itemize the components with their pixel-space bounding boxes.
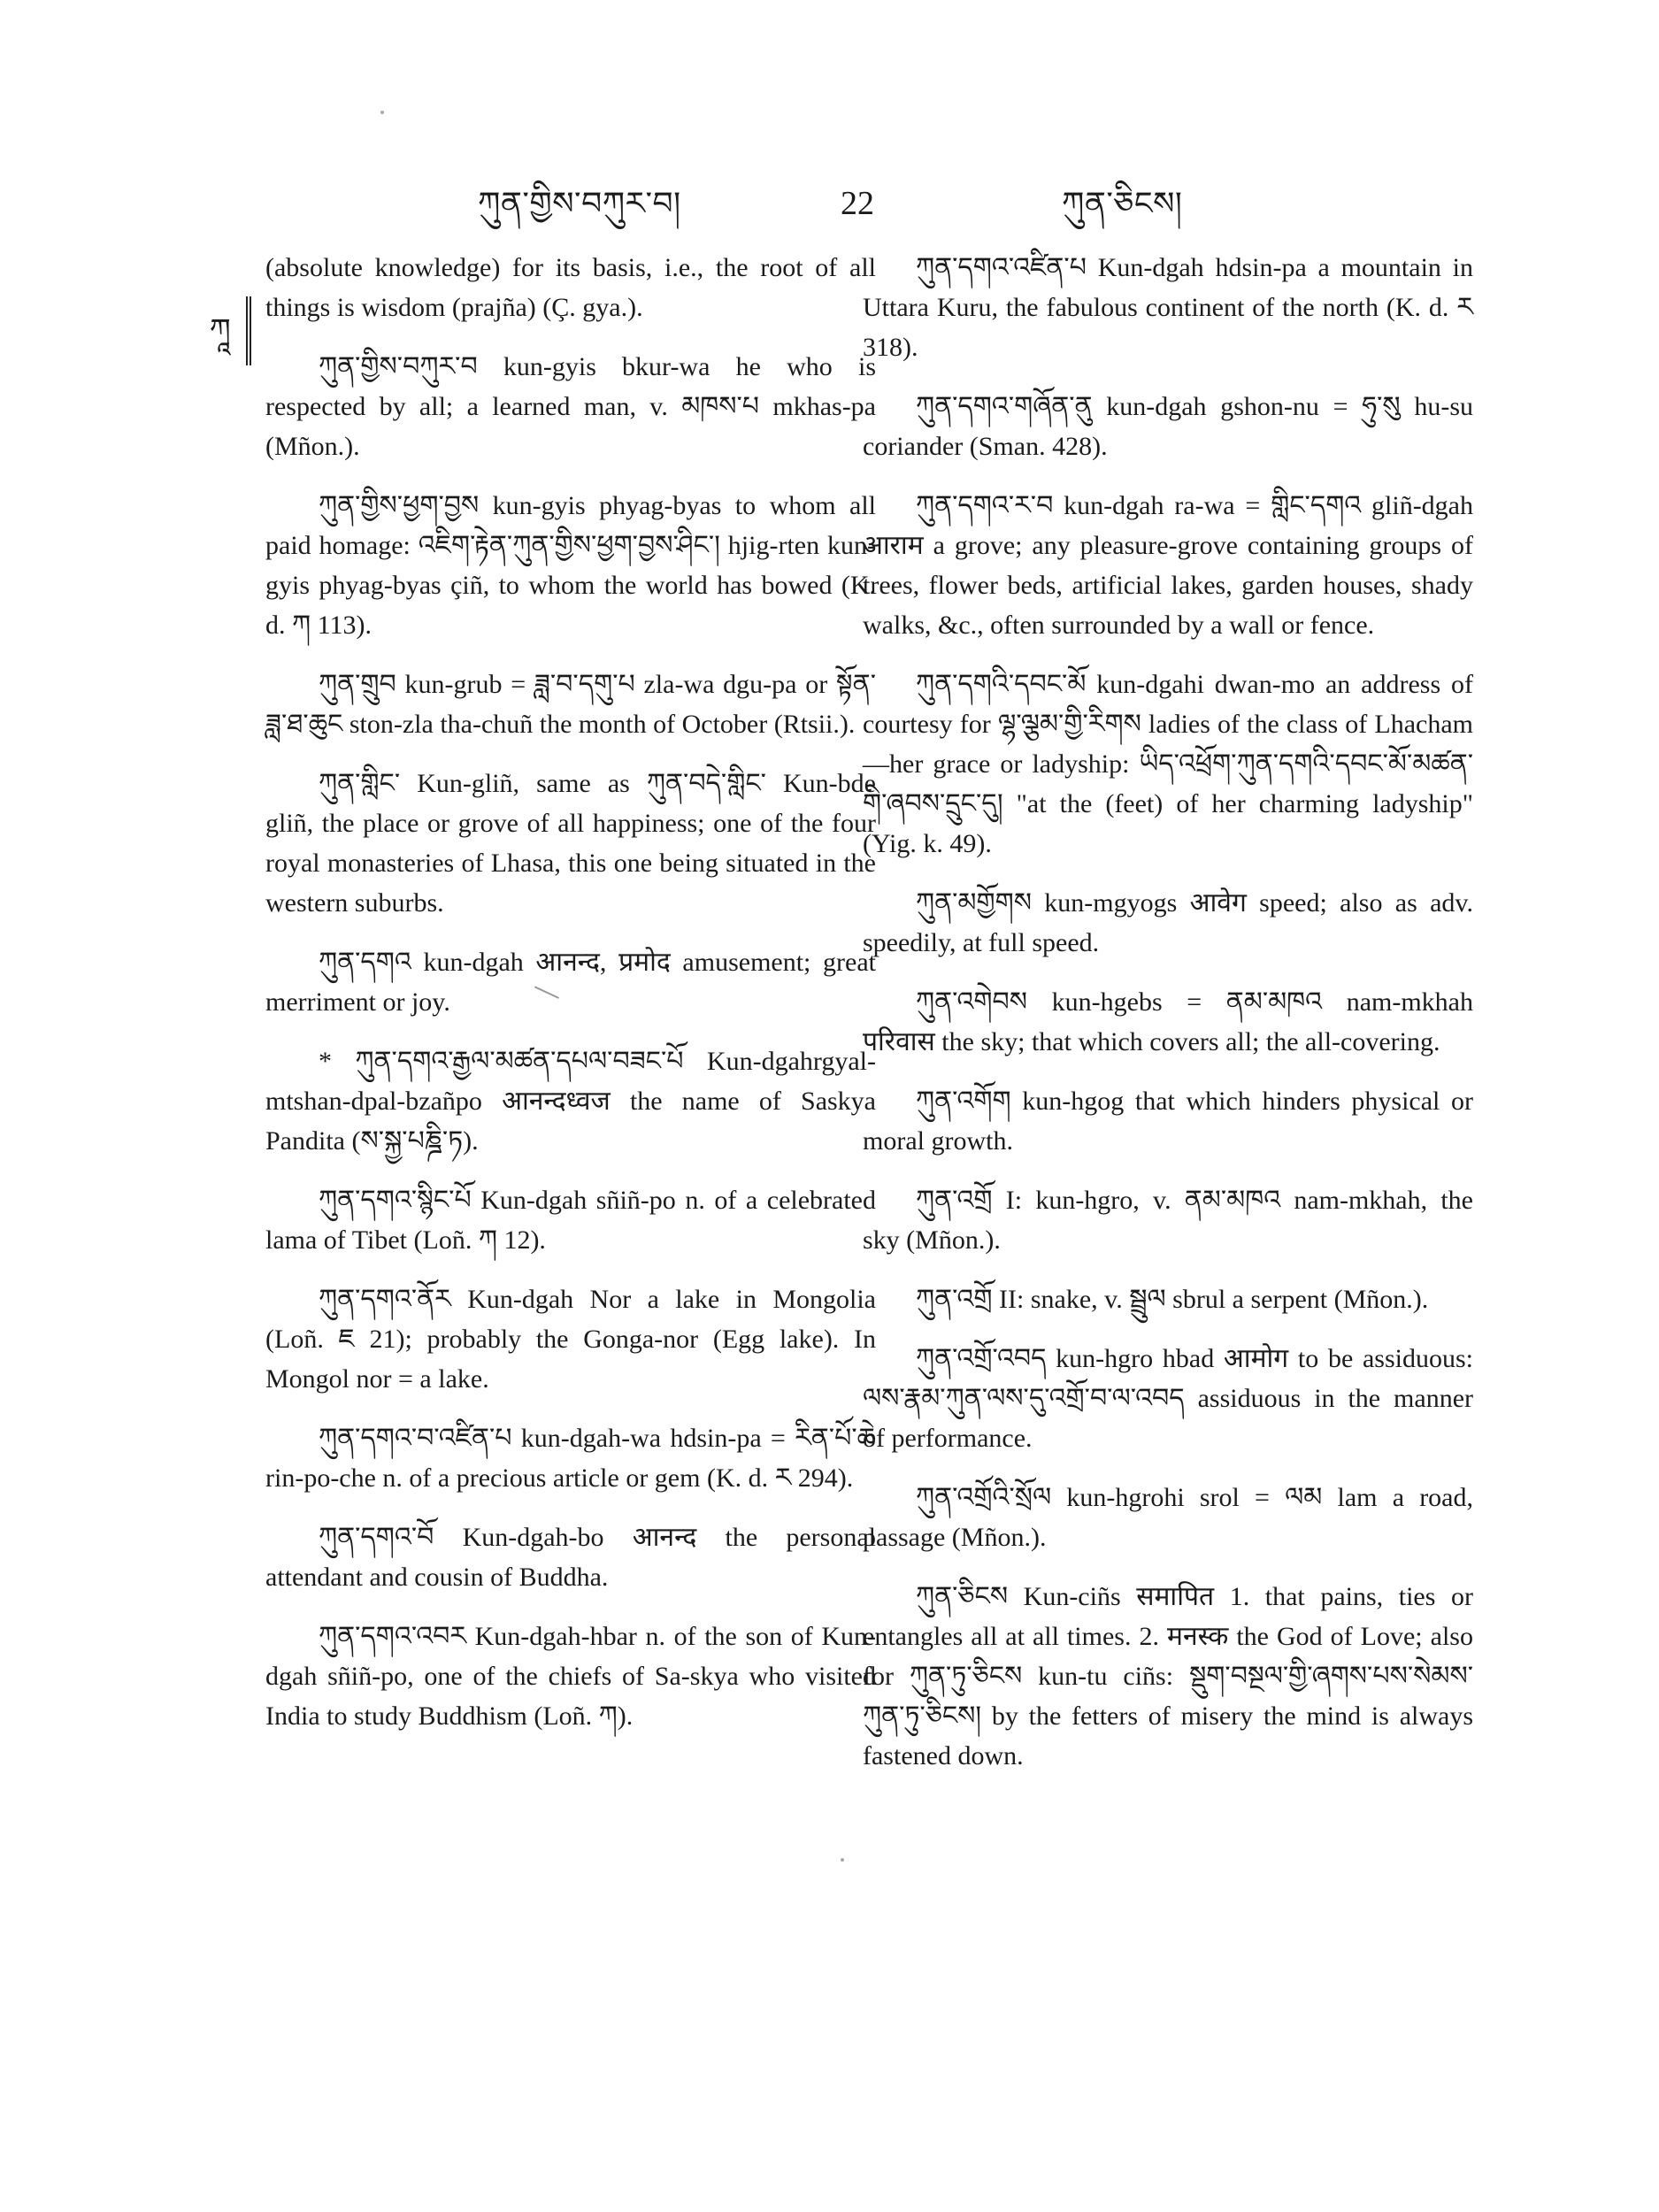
- dictionary-entry: ཀུན་དགའ kun-dgah आनन्द, प्रमोद amusement; great merriment or joy.: [265, 948, 876, 1017]
- scan-speck: [380, 111, 384, 114]
- right-column: [863, 248, 1473, 1795]
- dictionary-entry: ཀུན་དགའ་འབར Kun-dgah-hbar n. of the son of Kun-dgah sñiñ-po, one of the chiefs of Sa-skya who visited India to study Buddhism (Loñ. ཀ).: [265, 1622, 876, 1731]
- page-header: [265, 177, 1504, 230]
- dictionary-entry: ཀུན་དགའ་སྙིང་པོ Kun-dgah sñiñ-po n. of a celebrated lama of Tibet (Loñ. ཀ 12).: [265, 1186, 876, 1255]
- dictionary-entry: ཀུན་དགའ་བོ Kun-dgah-bo आनन्द the personal attendant and cousin of Buddha.: [265, 1523, 876, 1592]
- dictionary-entry: ཀུན་གྲུབ kun-grub = ཟླ་བ་དགུ་པ zla-wa dgu-pa or སྟོན་ཟླ་ཐ་ཆུང ston-zla tha-chuñ the month of October (Rtsii.).: [265, 670, 876, 739]
- dictionary-entry: ཀུན་དགའི་དབང་མོ kun-dgahi dwan-mo an address of courtesy for ལྷ་ལྕམ་གྱི་རིགས ladies of the class of Lhacham—her grace or ladyship: ཡིད་འཕྲོག་ཀུན་དགའི་དབང་མོ་མཚན་གི་ཞབས་དྲུང་དུ། "at the (feet) of her charming ladyship" (Yig. k. 49).: [863, 670, 1473, 858]
- header-left-title: ཀུན་གྱིས་བཀུར་བ།: [478, 186, 681, 221]
- dictionary-entry: ཀུན་འགེབས kun-hgebs = ནམ་མཁའ nam-mkhah परिवास the sky; that which covers all; the all-covering.: [863, 987, 1473, 1056]
- header-right-title: ཀུན་ཅིངས།: [1062, 186, 1183, 221]
- dictionary-entry: ཀུན་འགྲོ་འབད kun-hgro hbad आमोग to be assiduous: ལས་རྣམ་ཀུན་ལས་དུ་འགྲོ་བ་ལ་འབད assiduous in the manner of performance.: [863, 1344, 1473, 1453]
- dictionary-entry: ཀུན་དགའ་གཞོན་ནུ kun-dgah gshon-nu = ཧུ་སུ hu-su coriander (Sman. 428).: [863, 392, 1473, 461]
- dictionary-entry: ཀུན་གྱིས་ཕྱག་བྱས kun-gyis phyag-byas to whom all paid homage: འཇིག་རྟེན་ཀུན་གྱིས་ཕྱག་བྱས་ཤིང་། hjig-rten kun-gyis phyag-byas çiñ, to whom the world has bowed (K. d. ཀ 113).: [265, 491, 876, 640]
- dictionary-entry: ཀུན་དགའ་ནོར Kun-dgah Nor a lake in Mongolia (Loñ. ཇ 21); probably the Gonga-nor (Egg lake). In Mongol nor = a lake.: [265, 1285, 876, 1394]
- dictionary-entry: ཀུན་གྱིས་བཀུར་བ kun-gyis bkur-wa he who is respected by all; a learned man, v. མཁས་པ mkhas-pa (Mñon.).: [265, 352, 876, 461]
- dictionary-entry: ཀུན་དགའ་འཛིན་པ Kun-dgah hdsin-pa a mountain in Uttara Kuru, the fabulous continent of the north (K. d. ར 318).: [863, 253, 1473, 362]
- margin-index-glyph: ཀཱ: [195, 296, 251, 365]
- left-column: [265, 248, 876, 1755]
- dictionary-entry: ཀུན་གླིང་ Kun-gliñ, same as ཀུན་བདེ་གླིང་ Kun-bde gliñ, the place or grove of all happiness; one of the four royal monasteries of Lhasa, this one being situated in the western suburbs.: [265, 769, 876, 918]
- dictionary-entry: ཀུན་མགྱོགས kun-mgyogs आवेग speed; also as adv. speedily, at full speed.: [863, 888, 1473, 957]
- dictionary-entry: ཀུན་འགོག kun-hgog that which hinders physical or moral growth.: [863, 1087, 1473, 1156]
- dictionary-entry: ཀུན་འགྲོ I: kun-hgro, v. ནམ་མཁའ nam-mkhah, the sky (Mñon.).: [863, 1186, 1473, 1255]
- dictionary-entry: * ཀུན་དགའ་རྒྱལ་མཚན་དཔལ་བཟང་པོ Kun-dgahrgyal-mtshan-dpal-bzañpo आनन्दध्वज the name of Saskya Pandita (ས་སྐྱ་པཎྜི་ཏ).: [265, 1047, 876, 1156]
- dictionary-entry: ཀུན་འགྲོ II: snake, v. སྦྲུལ sbrul a serpent (Mñon.).: [916, 1285, 1429, 1314]
- dictionary-entry: ཀུན་དགའ་བ་འཛིན་པ kun-dgah-wa hdsin-pa = རིན་པོ་ཆེ rin-po-che n. of a precious article or gem (K. d. ར 294).: [265, 1424, 876, 1493]
- dictionary-entry: ཀུན་འགྲོའི་སྲོལ kun-hgrohi srol = ལམ lam a road, passage (Mñon.).: [863, 1483, 1473, 1552]
- dictionary-entry: (absolute knowledge) for its basis, i.e., the root of all things is wisdom (prajña) (Ç. gya.).: [265, 253, 876, 322]
- scan-speck: [841, 1858, 844, 1862]
- dictionary-entry: ཀུན་དགའ་ར་བ kun-dgah ra-wa = གླིང་དགའ gliñ-dgah आराम a grove; any pleasure-grove containing groups of trees, flower beds, artificial lakes, garden houses, shady walks, &c., often surrounded by a wall or fence.: [863, 491, 1473, 640]
- page-number: 22: [841, 185, 874, 222]
- dictionary-entry: ཀུན་ཅིངས Kun-ciñs समापित 1. that pains, ties or entangles all at all times. 2. मनस्क the God of Love; also for ཀུན་ཏུ་ཅིངས kun-tu ciñs: སྡུག་བསྔལ་གྱི་ཞགས་པས་སེམས་ཀུན་ཏུ་ཅིངས། by the fetters of misery the mind is always fastened down.: [863, 1582, 1473, 1770]
